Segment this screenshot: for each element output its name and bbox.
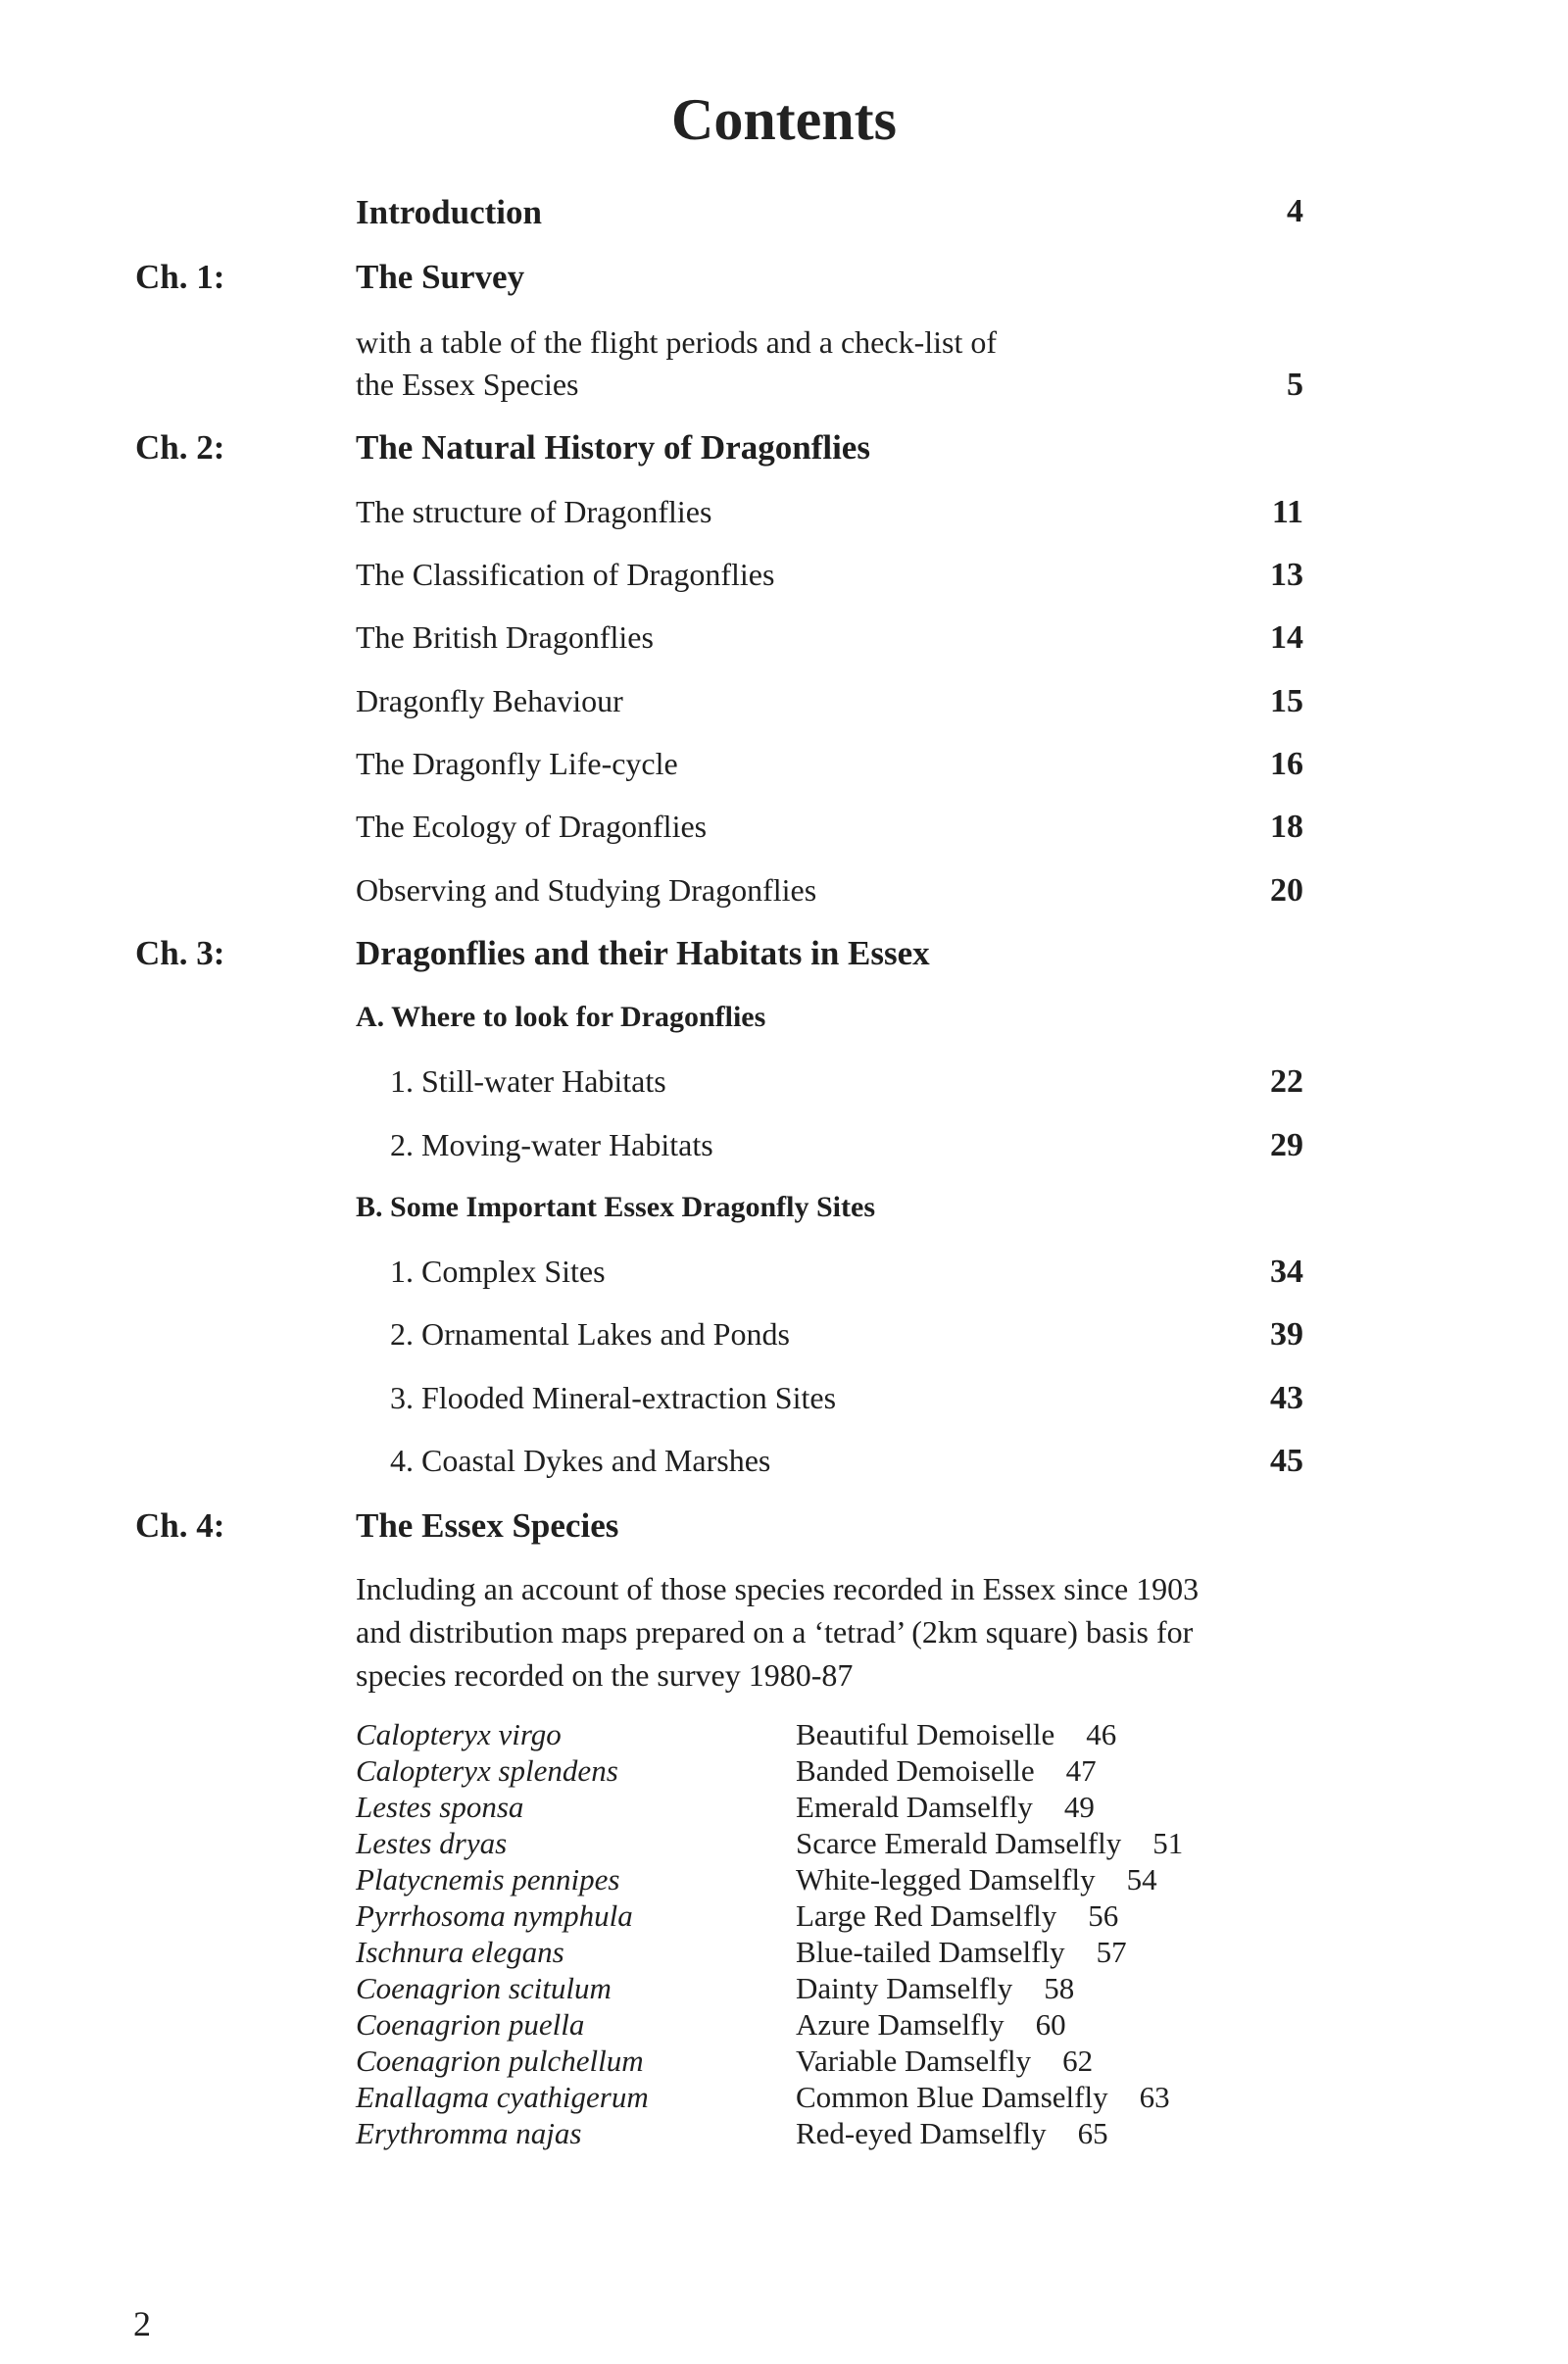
species-common-name: Emerald Damselfly — [796, 1790, 1033, 1824]
species-page-number: 65 — [1077, 2116, 1108, 2150]
species-common-name: Common Blue Damselfly — [796, 2080, 1108, 2114]
species-common-name: Blue-tailed Damselfly — [796, 1935, 1065, 1969]
species-common-name: White-legged Damselfly — [796, 1862, 1096, 1896]
species-page-number: 56 — [1088, 1898, 1119, 1933]
chapter-title: Dragonflies and their Habitats in Essex — [356, 934, 930, 972]
page-title: Contents — [670, 87, 897, 152]
species-common-name: Banded Demoiselle — [796, 1753, 1035, 1788]
chapter-title: The Natural History of Dragonflies — [356, 428, 870, 467]
species-entry — [796, 1862, 1157, 1897]
chapter-description: the Essex Species — [356, 367, 579, 402]
species-page-number: 51 — [1152, 1826, 1184, 1860]
toc-entry-label: 1. Still-water Habitats — [390, 1063, 666, 1099]
toc-entry-label: The Classification of Dragonflies — [356, 557, 775, 592]
species-entry — [796, 2080, 1170, 2115]
chapter-label: Ch. 4: — [135, 1506, 225, 1545]
toc-entry-label: 1. Complex Sites — [390, 1254, 606, 1289]
species-page-number: 49 — [1063, 1790, 1095, 1824]
chapter-description: and distribution maps prepared on a ‘tetrad’ (2km square) basis for — [356, 1614, 1194, 1650]
species-page-number: 57 — [1096, 1935, 1127, 1969]
species-entry — [796, 2116, 1108, 2151]
toc-page-number: 16 — [1270, 746, 1303, 782]
species-scientific-name: Platycnemis pennipes — [356, 1862, 620, 1896]
toc-page-number: 45 — [1270, 1443, 1303, 1479]
toc-page-number: 34 — [1270, 1254, 1303, 1290]
species-scientific-name: Lestes dryas — [356, 1826, 508, 1860]
chapter-title: The Survey — [356, 258, 525, 296]
species-page-number: 63 — [1139, 2080, 1170, 2114]
toc-entry-label: 4. Coastal Dykes and Marshes — [390, 1443, 771, 1478]
species-common-name: Azure Damselfly — [796, 2007, 1004, 2042]
toc-page-number: 20 — [1270, 872, 1303, 909]
species-entry — [796, 1790, 1095, 1825]
species-scientific-name: Coenagrion pulchellum — [356, 2044, 644, 2078]
species-scientific-name: Pyrrhosoma nymphula — [356, 1898, 633, 1933]
toc-page-number: 39 — [1270, 1316, 1303, 1353]
chapter-description: Including an account of those species recorded in Essex since 1903 — [356, 1571, 1200, 1606]
toc-entry-label: 3. Flooded Mineral-extraction Sites — [390, 1380, 837, 1415]
chapter-title: The Essex Species — [356, 1506, 619, 1545]
species-entry — [796, 1971, 1074, 2006]
toc-entry-label: The British Dragonflies — [356, 619, 654, 655]
species-page-number: 62 — [1062, 2044, 1094, 2078]
species-page-number: 47 — [1065, 1753, 1097, 1788]
species-common-name: Beautiful Demoiselle — [796, 1717, 1055, 1751]
species-entry — [796, 2007, 1066, 2043]
species-scientific-name: Enallagma cyathigerum — [356, 2080, 649, 2114]
species-common-name: Dainty Damselfly — [796, 1971, 1013, 2005]
toc-entry-label: 2. Ornamental Lakes and Ponds — [390, 1316, 790, 1352]
toc-page-number: 22 — [1270, 1063, 1303, 1100]
page-number: 2 — [133, 2304, 151, 2343]
subsection-heading: B. Some Important Essex Dragonfly Sites — [356, 1191, 875, 1223]
subsection-heading: A. Where to look for Dragonflies — [356, 1001, 766, 1033]
species-common-name: Red-eyed Damselfly — [796, 2116, 1047, 2150]
species-page-number: 58 — [1044, 1971, 1075, 2005]
chapter-label: Ch. 2: — [135, 428, 225, 467]
species-scientific-name: Lestes sponsa — [356, 1790, 524, 1824]
species-page-number: 54 — [1126, 1862, 1157, 1896]
species-common-name: Scarce Emerald Damselfly — [796, 1826, 1122, 1860]
toc-page-number: 4 — [1287, 193, 1303, 229]
species-entry — [796, 1826, 1183, 1861]
species-scientific-name: Coenagrion puella — [356, 2007, 585, 2042]
toc-entry-label: Observing and Studying Dragonflies — [356, 872, 817, 908]
species-common-name: Large Red Damselfly — [796, 1898, 1057, 1933]
chapter-label: Ch. 1: — [135, 258, 225, 296]
toc-entry-label: The Dragonfly Life-cycle — [356, 746, 678, 781]
toc-page-number: 5 — [1287, 367, 1303, 403]
species-page-number: 46 — [1086, 1717, 1117, 1751]
species-entry — [796, 1753, 1097, 1789]
species-scientific-name: Calopteryx virgo — [356, 1717, 562, 1751]
toc-page-number: 43 — [1270, 1380, 1303, 1416]
toc-entry-label: The Ecology of Dragonflies — [356, 809, 708, 844]
toc-page-number: 14 — [1270, 619, 1303, 656]
toc-page-number: 29 — [1270, 1127, 1303, 1163]
species-entry — [796, 2044, 1093, 2079]
species-scientific-name: Erythromma najas — [356, 2116, 582, 2150]
chapter-label: Ch. 3: — [135, 934, 225, 972]
toc-page-number: 15 — [1270, 683, 1303, 719]
toc-entry-label: Introduction — [356, 193, 542, 231]
species-scientific-name: Calopteryx splendens — [356, 1753, 618, 1788]
species-entry — [796, 1898, 1118, 1934]
species-page-number: 60 — [1035, 2007, 1066, 2042]
toc-entry-label: Dragonfly Behaviour — [356, 683, 623, 718]
chapter-description: with a table of the flight periods and a check-list of — [356, 324, 998, 360]
species-entry — [796, 1717, 1116, 1752]
toc-entry-label: 2. Moving-water Habitats — [390, 1127, 713, 1162]
species-scientific-name: Coenagrion scitulum — [356, 1971, 612, 2005]
toc-page-number: 13 — [1270, 557, 1303, 593]
species-scientific-name: Ischnura elegans — [356, 1935, 564, 1969]
toc-page-number: 18 — [1270, 809, 1303, 845]
chapter-description: species recorded on the survey 1980-87 — [356, 1657, 854, 1693]
species-entry — [796, 1935, 1127, 1970]
species-common-name: Variable Damselfly — [796, 2044, 1032, 2078]
toc-entry-label: The structure of Dragonflies — [356, 494, 712, 529]
toc-page-number: 11 — [1271, 494, 1303, 530]
